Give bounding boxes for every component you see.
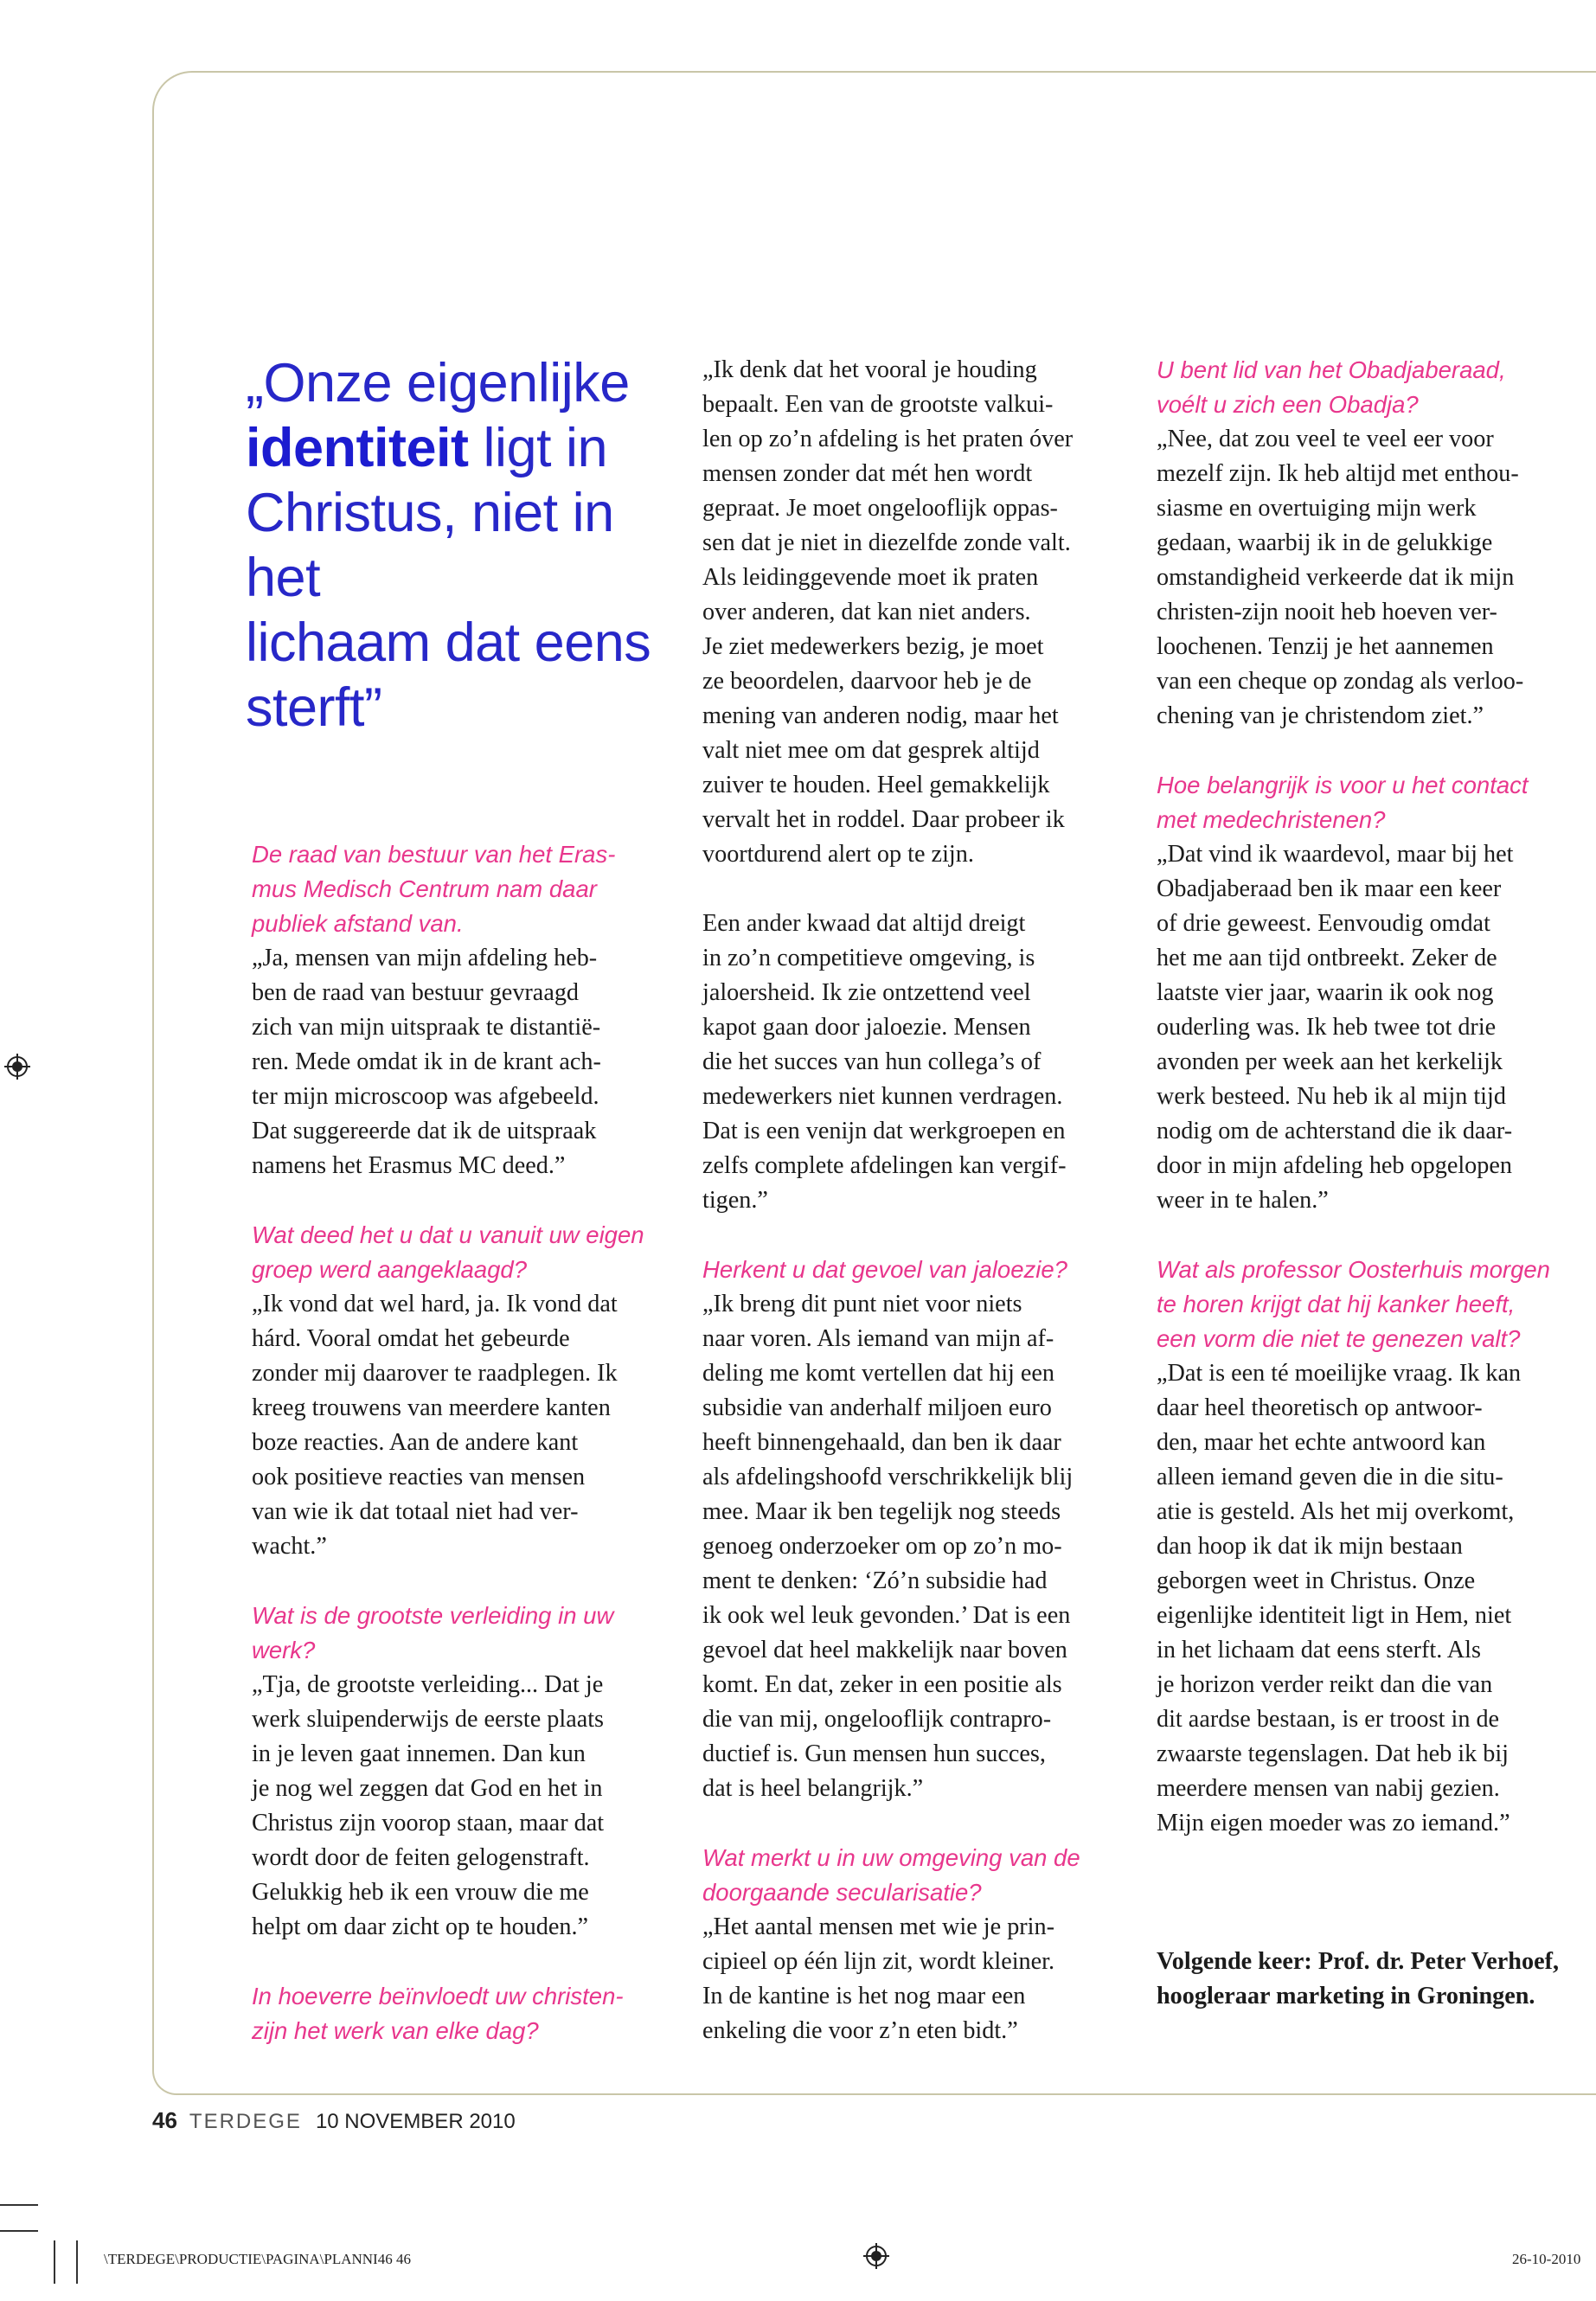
- text-line: zuiver te houden. Heel gemakkelijk: [702, 772, 1050, 798]
- text-line: zwaarste tegenslagen. Dat heb ik bij: [1157, 1740, 1509, 1767]
- text-line: „Dat is een té moeilijke vraag. Ik kan: [1157, 1360, 1522, 1387]
- next-issue-note: [1157, 1945, 1587, 2014]
- text-line: gedaan, waarbij ik in de gelukkige: [1157, 529, 1493, 556]
- magazine-name: TERDEGE: [189, 2110, 302, 2133]
- text-line: werk sluipenderwijs de eerste plaats: [252, 1706, 605, 1733]
- text-line: publiek afstand van.: [252, 910, 464, 937]
- pull-quote-line: sterft”: [246, 677, 382, 738]
- issue-date: 10 NOVEMBER 2010: [315, 2110, 516, 2133]
- text-line: U bent lid van het Obadjaberaad,: [1157, 356, 1506, 383]
- text-line: Als leidinggevende moet ik praten: [702, 564, 1039, 591]
- text-line: gevoel dat heel makkelijk naar boven: [702, 1637, 1067, 1663]
- text-line: of drie geweest. Eenvoudig omdat: [1157, 910, 1490, 937]
- pull-quote-line: lichaam dat eens: [246, 612, 651, 673]
- interview-question: [1157, 353, 1587, 422]
- text-line: jaloersheid. Ik zie ontzettend veel: [702, 979, 1031, 1006]
- text-line: „Tja, de grootste verleiding... Dat je: [252, 1671, 604, 1698]
- pull-quote-text: ligt in: [483, 418, 608, 478]
- text-line: over anderen, dat kan niet anders.: [702, 599, 1031, 625]
- text-line: van wie ik dat totaal niet had ver-: [252, 1498, 579, 1525]
- text-line: hárd. Vooral omdat het gebeurde: [252, 1325, 570, 1352]
- interview-answer: [1157, 1356, 1587, 1841]
- text-line: ze beoordelen, daarvoor heb je de: [702, 668, 1032, 695]
- text-line: Gelukkig heb ik een vrouw die me: [252, 1879, 589, 1906]
- text-line: Dat is een venijn dat werkgroepen en: [702, 1118, 1066, 1144]
- text-line: ment te denken: ‘Zó’n subsidie had: [702, 1567, 1048, 1594]
- text-line: zonder mij daarover te raadplegen. Ik: [252, 1360, 618, 1387]
- text-line: christen-zijn nooit heb hoeven ver-: [1157, 599, 1497, 625]
- text-line: Wat deed het u dat u vanuit uw eigen: [252, 1221, 644, 1248]
- column-1: [252, 837, 684, 2048]
- text-line: „Nee, dat zou veel te veel eer voor: [1157, 426, 1494, 452]
- interview-question: [252, 1599, 684, 1668]
- text-line: mening van anderen nodig, maar het: [702, 702, 1059, 729]
- text-line: atie is gesteld. Als het mij overkomt,: [1157, 1498, 1515, 1525]
- text-line: enkeling die voor z’n eten bidt.”: [702, 2017, 1018, 2044]
- text-line: van een cheque op zondag als verloo-: [1157, 668, 1524, 695]
- interview-answer: [1157, 422, 1587, 734]
- interview-question: [252, 1218, 684, 1287]
- text-line: medewerkers niet kunnen verdragen.: [702, 1083, 1063, 1110]
- text-line: Herkent u dat gevoel van jaloezie?: [702, 1256, 1067, 1283]
- text-line: „Ik vond dat wel hard, ja. Ik vond dat: [252, 1291, 618, 1317]
- text-line: in je leven gaat innemen. Dan kun: [252, 1740, 586, 1767]
- interview-answer: [1157, 837, 1587, 1218]
- text-line: sen dat je niet in diezelfde zonde valt.: [702, 529, 1071, 556]
- text-line: een vorm die niet te genezen valt?: [1157, 1325, 1521, 1352]
- text-line: het me aan tijd ontbreekt. Zeker de: [1157, 945, 1497, 971]
- text-line: werk besteed. Nu heb ik al mijn tijd: [1157, 1083, 1506, 1110]
- pull-quote-line: „Onze eigenlijke: [246, 353, 630, 413]
- pull-quote-line: [246, 416, 695, 481]
- text-line: geborgen weet in Christus. Onze: [1157, 1567, 1476, 1594]
- text-line: Mijn eigen moeder was zo iemand.”: [1157, 1810, 1510, 1836]
- text-line: in het lichaam dat eens sterft. Als: [1157, 1637, 1481, 1663]
- text-line: den, maar het echte antwoord kan: [1157, 1429, 1486, 1456]
- text-line: tigen.”: [702, 1187, 768, 1214]
- text-line: omstandigheid verkeerde dat ik mijn: [1157, 564, 1515, 591]
- text-line: als afdelingshoofd verschrikkelijk blij: [702, 1464, 1074, 1490]
- text-line: zijn het werk van elke dag?: [252, 2017, 539, 2044]
- text-line: genoeg onderzoeker om op zo’n mo-: [702, 1533, 1062, 1560]
- interview-question: [1157, 1253, 1587, 1356]
- text-line: helpt om daar zicht op te houden.”: [252, 1913, 589, 1940]
- interview-question: [702, 1841, 1133, 1910]
- text-line: voélt u zich een Obadja?: [1157, 391, 1419, 418]
- interview-answer: [702, 1287, 1133, 1806]
- text-line: voortdurend alert op te zijn.: [702, 841, 974, 868]
- text-line: deling me komt vertellen dat hij een: [702, 1360, 1055, 1387]
- text-line: subsidie van anderhalf miljoen euro: [702, 1394, 1052, 1421]
- text-line: „Ja, mensen van mijn afdeling heb-: [252, 945, 598, 971]
- text-line: chening van je christendom ziet.”: [1157, 702, 1484, 729]
- text-line: valt niet mee om dat gesprek altijd: [702, 737, 1040, 764]
- text-line: heeft binnengehaald, dan ben ik daar: [702, 1429, 1061, 1456]
- text-line: mensen zonder dat mét hen wordt: [702, 460, 1033, 487]
- text-line: ben de raad van bestuur gevraagd: [252, 979, 580, 1006]
- crop-mark: [54, 2240, 55, 2284]
- text-line: mee. Maar ik ben tegelijk nog steeds: [702, 1498, 1061, 1525]
- text-line: siasme en overtuiging mijn werk: [1157, 495, 1477, 522]
- text-line: gepraat. Je moet ongelooflijk oppas-: [702, 495, 1058, 522]
- pull-quote-emphasis: identiteit: [246, 418, 469, 478]
- text-line: dan hoop ik dat ik mijn bestaan: [1157, 1533, 1463, 1560]
- text-line: Wat als professor Oosterhuis morgen: [1157, 1256, 1550, 1283]
- text-line: met medechristenen?: [1157, 806, 1386, 833]
- text-line: door in mijn afdeling heb opgelopen: [1157, 1152, 1512, 1179]
- text-line: hoogleraar marketing in Groningen.: [1157, 1983, 1535, 2009]
- text-line: Hoe belangrijk is voor u het contact: [1157, 772, 1529, 798]
- text-line: ouderling was. Ik heb twee tot drie: [1157, 1014, 1497, 1041]
- interview-question: [702, 1253, 1133, 1287]
- text-line: „Dat vind ik waardevol, maar bij het: [1157, 841, 1514, 868]
- text-line: laatste vier jaar, waarin ik ook nog: [1157, 979, 1494, 1006]
- text-line: kapot gaan door jaloezie. Mensen: [702, 1014, 1031, 1041]
- text-line: In hoeverre beïnvloedt uw christen-: [252, 1983, 624, 2009]
- text-line: zich van mijn uitspraak te distantië-: [252, 1014, 601, 1041]
- text-line: Wat is de grootste verleiding in uw: [252, 1602, 614, 1629]
- text-line: Volgende keer: Prof. dr. Peter Verhoef,: [1157, 1948, 1560, 1975]
- page-footer: [152, 2107, 516, 2134]
- crop-mark: [76, 2240, 78, 2284]
- text-line: komt. En dat, zeker in een positie als: [702, 1671, 1062, 1698]
- interview-answer: [702, 907, 1133, 1218]
- interview-answer: [252, 941, 684, 1183]
- interview-question: [1157, 768, 1587, 837]
- text-line: naar voren. Als iemand van mijn af-: [702, 1325, 1054, 1352]
- text-line: loochenen. Tenzij je het aannemen: [1157, 633, 1494, 660]
- text-line: wacht.”: [252, 1533, 327, 1560]
- text-line: Dat suggereerde dat ik de uitspraak: [252, 1118, 597, 1144]
- text-line: wordt door de feiten gelogenstraft.: [252, 1844, 590, 1871]
- interview-answer: [252, 1287, 684, 1564]
- column-2: [702, 353, 1133, 2048]
- text-line: vervalt het in roddel. Daar probeer ik: [702, 806, 1065, 833]
- text-line: die van mij, ongelooflijk contrapro-: [702, 1706, 1052, 1733]
- interview-question: [252, 837, 684, 941]
- text-line: je horizon verder reikt dan die van: [1157, 1671, 1493, 1698]
- text-line: Een ander kwaad dat altijd dreigt: [702, 910, 1026, 937]
- text-line: nodig om de achterstand die ik daar-: [1157, 1118, 1513, 1144]
- text-line: len op zo’n afdeling is het praten óver: [702, 426, 1074, 452]
- text-line: werk?: [252, 1637, 316, 1663]
- text-line: In de kantine is het nog maar een: [702, 1983, 1026, 2009]
- text-line: mezelf zijn. Ik heb altijd met enthou-: [1157, 460, 1519, 487]
- text-line: dat is heel belangrijk.”: [702, 1775, 924, 1802]
- crop-mark: [0, 2204, 38, 2206]
- interview-answer: [252, 1668, 684, 1945]
- column-3: [1157, 353, 1587, 2014]
- registration-mark-icon: [4, 1054, 30, 1080]
- text-line: kreeg trouwens van meerdere kanten: [252, 1394, 611, 1421]
- text-line: doorgaande secularisatie?: [702, 1879, 982, 1906]
- interview-answer: [702, 1910, 1133, 2048]
- interview-question: [252, 1979, 684, 2048]
- text-line: Obadjaberaad ben ik maar een keer: [1157, 875, 1502, 902]
- text-line: mus Medisch Centrum nam daar: [252, 875, 597, 902]
- text-line: ductief is. Gun mensen hun succes,: [702, 1740, 1046, 1767]
- text-line: dit aardse bestaan, is er troost in de: [1157, 1706, 1500, 1733]
- text-line: namens het Erasmus MC deed.”: [252, 1152, 566, 1179]
- text-line: „Ik denk dat het vooral je houding: [702, 356, 1037, 383]
- text-line: ren. Mede omdat ik in de krant ach-: [252, 1048, 601, 1075]
- text-line: Je ziet medewerkers bezig, je moet: [702, 633, 1044, 660]
- text-line: „Het aantal mensen met wie je prin-: [702, 1913, 1054, 1940]
- pull-quote-line: Christus, niet in het: [246, 483, 614, 608]
- text-line: Christus zijn voorop staan, maar dat: [252, 1810, 605, 1836]
- text-line: te horen krijgt dat hij kanker heeft,: [1157, 1291, 1516, 1317]
- text-line: eigenlijke identiteit ligt in Hem, niet: [1157, 1602, 1512, 1629]
- text-line: meerdere mensen van nabij gezien.: [1157, 1775, 1500, 1802]
- text-line: De raad van bestuur van het Eras-: [252, 841, 616, 868]
- print-slug-path: \TERDEGE\PRODUCTIE\PAGINA\PLANNI46 46: [104, 2251, 411, 2267]
- text-line: cipieel op één lijn zit, wordt kleiner.: [702, 1948, 1055, 1975]
- crop-mark: [0, 2230, 38, 2232]
- text-line: weer in te halen.”: [1157, 1187, 1329, 1214]
- interview-answer: [702, 353, 1133, 872]
- pull-quote: [246, 351, 695, 740]
- text-line: alleen iemand geven die in die situ-: [1157, 1464, 1503, 1490]
- text-line: in zo’n competitieve omgeving, is: [702, 945, 1035, 971]
- text-line: avonden per week aan het kerkelijk: [1157, 1048, 1503, 1075]
- text-line: boze reacties. Aan de andere kant: [252, 1429, 579, 1456]
- text-line: zelfs complete afdelingen kan vergif-: [702, 1152, 1067, 1179]
- page-number: 46: [152, 2107, 177, 2133]
- print-slug-date: 26-10-2010: [1512, 2251, 1581, 2267]
- text-line: je nog wel zeggen dat God en het in: [252, 1775, 603, 1802]
- text-line: ik ook wel leuk gevonden.’ Dat is een: [702, 1602, 1071, 1629]
- registration-mark-icon: [863, 2243, 889, 2269]
- text-line: daar heel theoretisch op antwoor-: [1157, 1394, 1483, 1421]
- text-line: ook positieve reacties van mensen: [252, 1464, 586, 1490]
- text-line: ter mijn microscoop was afgebeeld.: [252, 1083, 599, 1110]
- text-line: bepaalt. Een van de grootste valkui-: [702, 391, 1054, 418]
- text-line: Wat merkt u in uw omgeving van de: [702, 1844, 1080, 1871]
- text-line: groep werd aangeklaagd?: [252, 1256, 528, 1283]
- text-line: „Ik breng dit punt niet voor niets: [702, 1291, 1022, 1317]
- text-line: die het succes van hun collega’s of: [702, 1048, 1042, 1075]
